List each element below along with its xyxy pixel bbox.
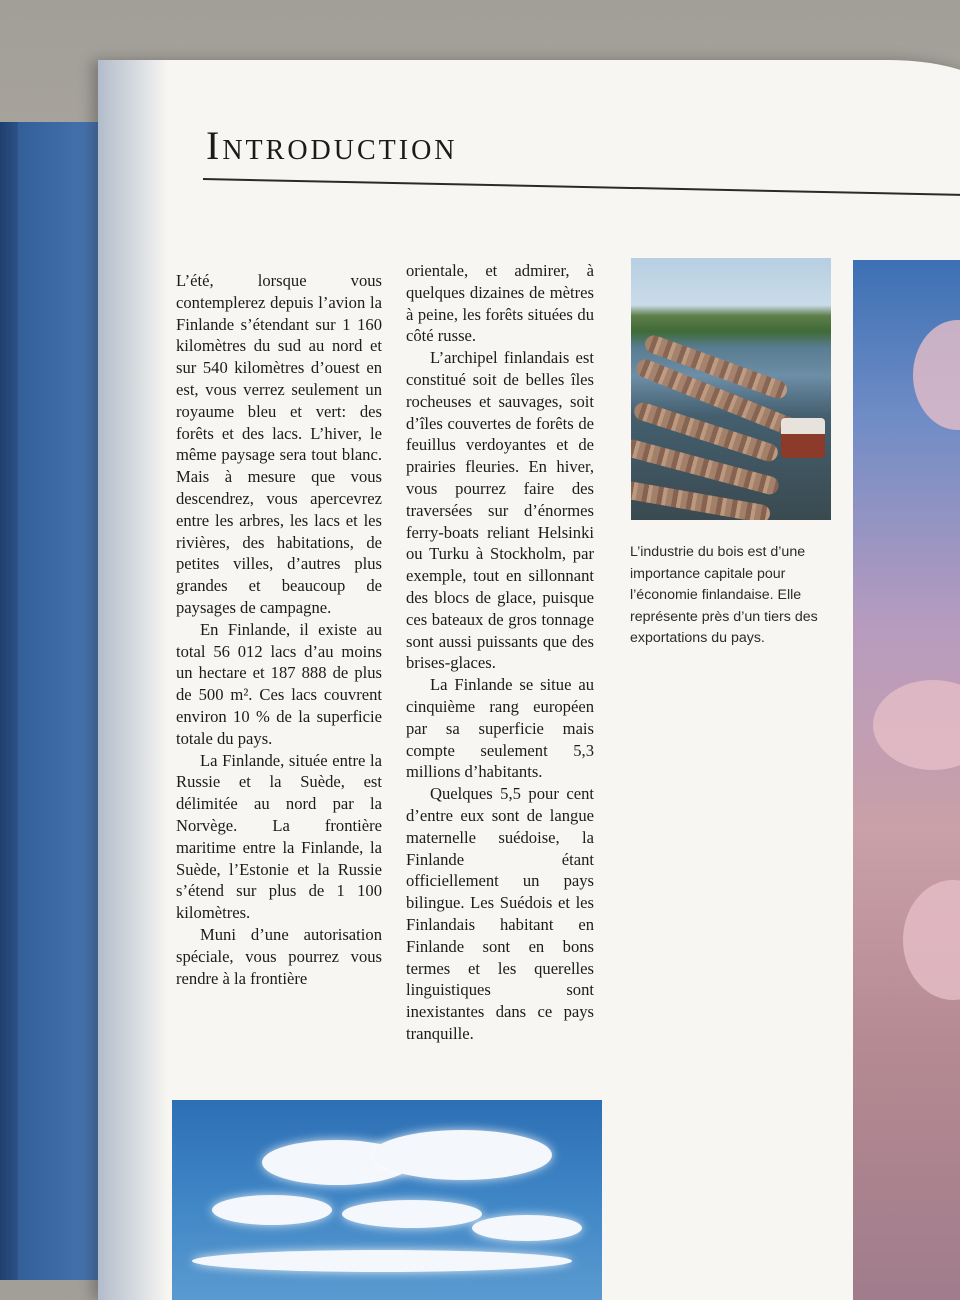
paragraph: L’été, lorsque vous contemplerez depuis l’avion la Finlande s’étendant sur 1 160 kilomètres du sud au nord et sur 540 kilomètres d’ouest en est, vous verrez seulement un royaume bleu et vert: des forêts et des lacs. L’hiver, le même paysage sera tout blanc. Mais à mesure que vous descendrez, vous apercevrez entre les arbres, les lacs et les rivières, des habitations, de petites villes, d’autres plus grandes et beaucoup de paysages de campagne. — [176, 271, 382, 617]
paragraph: En Finlande, il existe au total 56 012 lacs d’au moins un hectare et 187 888 de plus de 500 m². Ces lacs couvrent environ 10 % de la superficie totale du pays. — [176, 619, 382, 748]
paragraph: Muni d’une autorisation spéciale, vous pourrez vous rendre à la frontière — [176, 924, 382, 988]
cloud — [342, 1200, 482, 1228]
sky-clouds-photo — [172, 1100, 602, 1300]
cloud — [903, 880, 960, 1000]
tugboat — [781, 418, 825, 458]
page-heading: Introduction — [206, 123, 458, 168]
pink-clouds-photo — [853, 260, 960, 1300]
book-spine — [0, 122, 18, 1280]
paragraph: Quelques 5,5 pour cent d’entre eux sont de langue maternelle suédoise, la Finlande étant officiellement un pays bilingue. Les Suédois et les Finlandais habitant en Finlande sont en bons termes et les querelles linguistiques sont inexistantes dans ce pays tranquille. — [406, 784, 594, 1043]
cloud — [472, 1215, 582, 1241]
paragraph: orientale, et admirer, à quelques dizaines de mètres à peine, les forêts situées du côté russe. — [406, 261, 594, 346]
text-column-2 — [406, 260, 594, 1045]
cloud — [913, 320, 960, 430]
paragraph: La Finlande se situe au cinquième rang européen par sa superficie mais compte seulement 5,3 millions d’habitants. — [406, 675, 594, 782]
cloud — [212, 1195, 332, 1225]
text-column-1 — [176, 270, 382, 989]
photo-caption: L’industrie du bois est d’une importance capitale pour l’économie finlandaise. Elle représente près d’un tiers des exportations du pays. — [630, 544, 818, 646]
cloud — [192, 1250, 572, 1272]
paragraph: L’archipel finlandais est constitué soit de belles îles rocheuses et sauvages, soit d’îles couvertes de forêts de feuillus verdoyantes et de prairies fleuries. En hiver, vous pourrez faire des traversées sur d’énormes ferry-boats reliant Helsinki ou Turku à Stockholm, par exemple, tout en sillonnant des blocs de glace, puisque ces bateaux de gros tonnage sont aussi puissants que des brises-glaces. — [406, 348, 594, 673]
book-page — [98, 60, 960, 1300]
timber-raft-photo — [631, 258, 831, 520]
cloud — [873, 680, 960, 770]
heading-rule — [203, 178, 960, 196]
cloud — [372, 1130, 552, 1180]
page-gutter-shadow — [98, 60, 168, 1300]
paragraph: La Finlande, située entre la Russie et la Suède, est délimitée au nord par la Norvège. La frontière maritime entre la Finlande, la Suède, l’Estonie et la Russie s’étend sur plus de 1 100 kilomètres. — [176, 750, 382, 923]
